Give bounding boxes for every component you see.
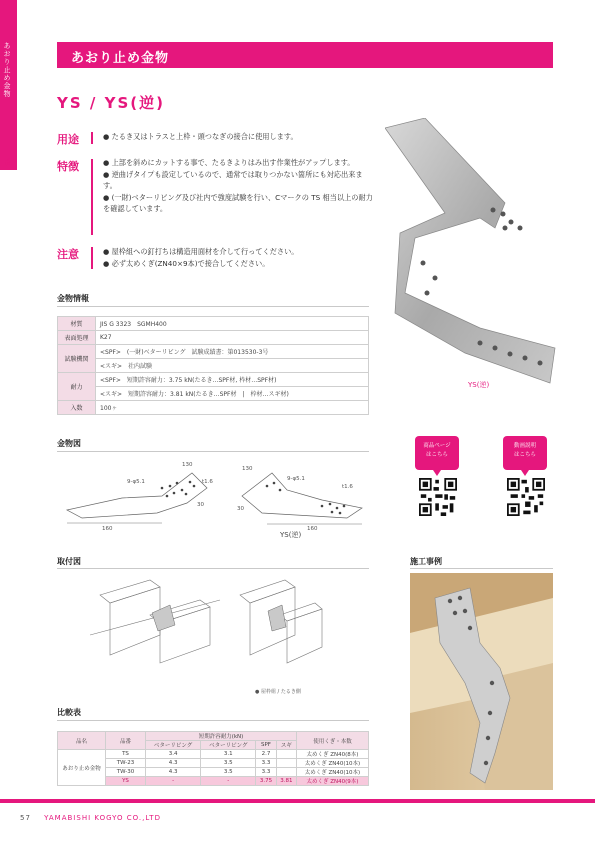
side-code: YS [3, 158, 10, 166]
row-label-usage: 用途 [57, 133, 79, 146]
dim-label: 9-φ5.1 [127, 479, 145, 485]
section-divider [57, 451, 369, 452]
table-row: YS - - 3.75 3.81 太めくぎ ZN40(9本) [58, 777, 369, 786]
drawing-diagram [62, 458, 367, 538]
product-page-button[interactable]: 商品ページ はこちら [415, 436, 459, 470]
qr-code-icon[interactable] [419, 478, 457, 516]
section-title-mounting: 取付図 [57, 557, 81, 566]
section-title-info: 金物情報 [57, 294, 89, 303]
section-divider [410, 568, 553, 569]
header-band [57, 42, 553, 68]
header-title: あおり止め金物 [71, 51, 170, 66]
dim-label: 130 [242, 466, 253, 472]
side-tab [0, 0, 17, 170]
info-table [57, 316, 369, 415]
table-row: 品名 品番 短期許容耐力(kN) 使用くぎ・本数 [58, 732, 369, 741]
table-row: <スギ> 短期許容耐力：3.81 kN(たるき…SPF材 | 枠材…スギ材) [58, 387, 369, 401]
dim-label: t1.6 [342, 484, 353, 490]
row-label-features: 特徴 [57, 160, 79, 173]
dim-label: 130 [182, 462, 193, 468]
side-tab-label: あおり止め金物 [3, 42, 11, 98]
section-divider [57, 306, 369, 307]
dim-label: 30 [197, 502, 204, 508]
section-divider [57, 568, 369, 569]
compare-table [57, 731, 369, 786]
company-name: YAMABISHI KOGYO CO.,LTD [44, 814, 161, 822]
section-title-drawing: 金物図 [57, 439, 81, 448]
section-title-compare: 比較表 [57, 708, 81, 717]
product-photo [385, 118, 560, 388]
table-row: あおり止め金物 TS 3.4 3.1 2.7 太めくぎ ZN40(8本) [58, 750, 369, 759]
row-divider [91, 159, 93, 235]
mounting-diagram [90, 575, 330, 690]
video-button[interactable]: 動画説明 はこちら [503, 436, 547, 470]
dim-label: 30 [237, 506, 244, 512]
table-row: ベターリビング ベターリビング SPF スギ [58, 741, 369, 750]
example-photo [410, 573, 553, 790]
table-row: 試験機関 <SPF> (一財)ベターリビング 試験成績書：第013530-3号 [58, 345, 369, 359]
table-row: TW-30 4.3 3.5 3.3 太めくぎ ZN40(10本) [58, 768, 369, 777]
dim-label: 160 [102, 526, 113, 532]
qr-code-icon[interactable] [507, 478, 545, 516]
drawing-caption: YS(逆) [280, 531, 302, 539]
table-row: 入数 100ヶ [58, 401, 369, 415]
table-row: 耐力 <SPF> 短期許容耐力：3.75 kN(たるき…SPF材, 枠材…SPF材) [58, 373, 369, 387]
mounting-note: ● 屋枠組 / たるき側 [255, 689, 301, 695]
page-number: 57 [20, 814, 31, 822]
table-row: <スギ> 社内試験 [58, 359, 369, 373]
usage-list [103, 131, 373, 143]
dim-label: t1.6 [202, 479, 213, 485]
row-divider [91, 247, 93, 269]
dim-label: 9-φ5.1 [287, 476, 305, 482]
table-row: TW-23 4.3 3.5 3.3 太めくぎ ZN40(10本) [58, 759, 369, 768]
dim-label: 160 [307, 526, 318, 532]
section-divider [57, 720, 369, 721]
product-title: YS / YS(逆) [57, 94, 165, 112]
row-label-caution: 注意 [57, 248, 79, 261]
footer [20, 814, 161, 822]
section-title-example: 施工事例 [410, 557, 442, 566]
row-divider [91, 132, 93, 144]
list-item: ● 逆曲げタイプも設定しているので、通常では取りつかない箇所にも対応出来ます。 [103, 169, 363, 190]
caution-list [103, 246, 373, 269]
footer-divider [0, 799, 595, 803]
list-item: ● 屋枠組への釘打ちは構造用面材を介して行ってください。 [103, 247, 299, 256]
product-caption: YS(逆) [468, 381, 490, 389]
list-item: ● たるき又はトラスと上枠・頭つなぎの接合に使用します。 [103, 132, 298, 141]
list-item: ● (一財)ベターリビング及び社内で強度試験を行い、Cマークの TS 相当以上の耐力を確認しています。 [103, 192, 373, 213]
table-row: 表面処理 K27 [58, 331, 369, 345]
list-item: ● 上部を斜めにカットする事で、たるきよりはみ出す作業性がアップします。 [103, 158, 355, 167]
features-list [103, 157, 373, 215]
list-item: ● 必ず太めくぎ(ZN40×9本)で接合してください。 [103, 258, 270, 268]
table-row: 材質 JIS G 3323 SGMH400 [58, 317, 369, 331]
